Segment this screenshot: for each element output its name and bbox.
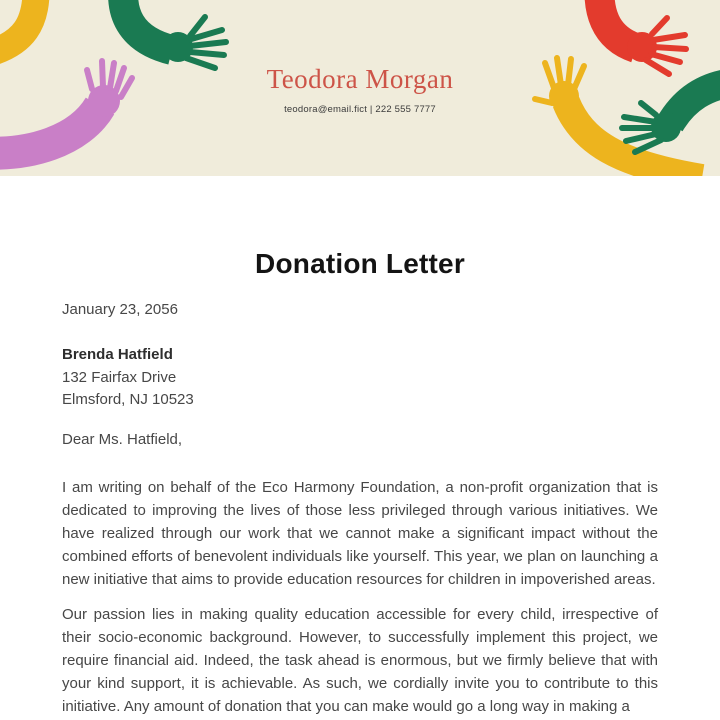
letter-paragraph: I am writing on behalf of the Eco Harmony Foundation, a non-profit organization that is dedicated to improving the lives of those less privileged through various initiatives. We have realized through our work that we cannot make a significant impact without the combined efforts of benevolent individuals like yourself. This year, we plan on launching a new initiative that aims to provide education resources for children in impoverished areas. [62,478,658,588]
letterhead-identity [0,64,720,115]
recipient-address-line1: 132 Fairfax Drive [62,368,177,386]
letter-body [0,248,720,718]
green-hand-icon [123,0,226,68]
sender-contact: teodora@email.fict | 222 555 7777 [284,104,436,115]
red-hand-icon [599,0,686,74]
letterhead [0,0,720,176]
letter-paragraph: Our passion lies in making quality education accessible for every child, irrespective of their socio-economic background. However, to successfully implement this project, we require financial aid. Indeed, the task ahead is enormous, but we firmly believe that with your kind support, it is achievable. As such, we cordially invite you to contribute to this initiative. Any amount of donation that you can make would go a long way in making a [62,605,658,715]
yellow-arc-icon [0,0,36,56]
page-title: Donation Letter [255,248,465,279]
recipient-block [62,344,658,412]
recipient-address-line2: Elmsford, NJ 10523 [62,391,194,408]
salutation: Dear Ms. Hatfield, [62,430,183,448]
letter-date: January 23, 2056 [62,301,178,318]
sender-name: Teodora Morgan [266,64,454,94]
recipient-name: Brenda Hatfield [62,346,173,363]
